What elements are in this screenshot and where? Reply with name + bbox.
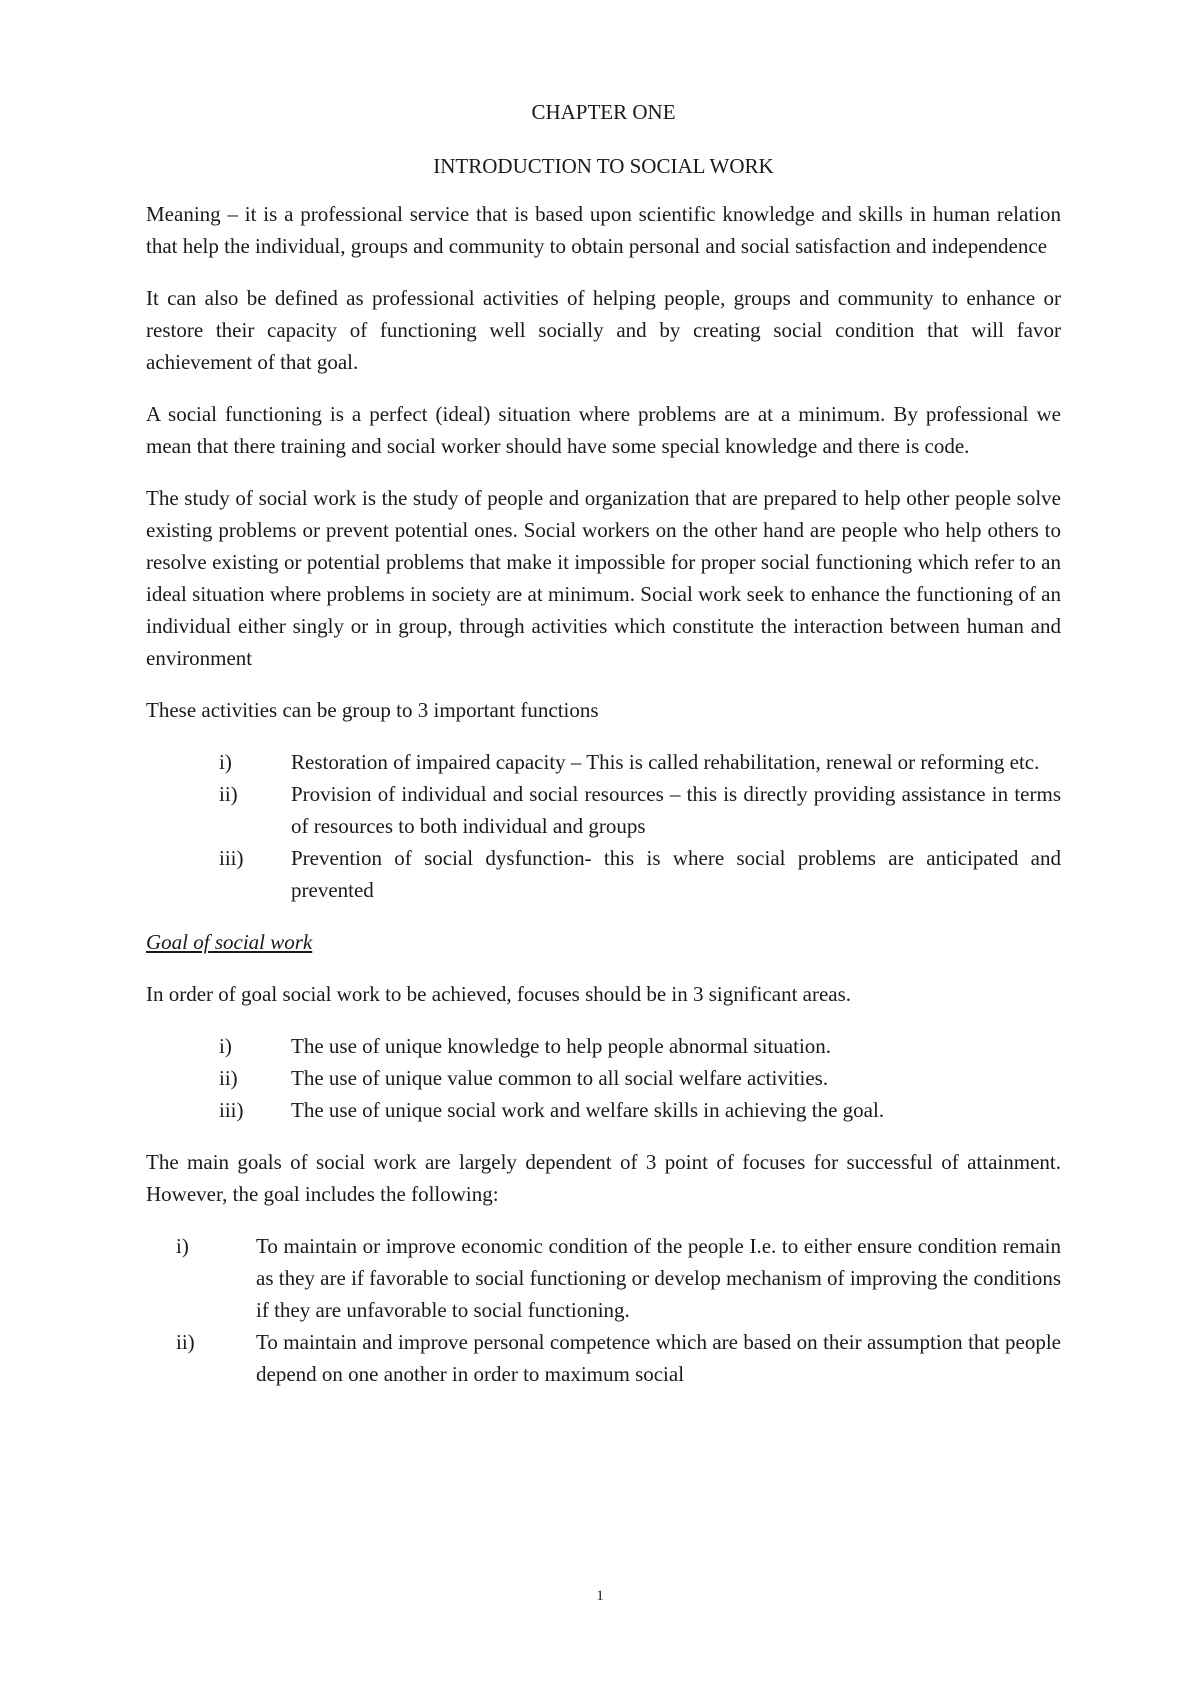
goals-list	[146, 1230, 1061, 1390]
paragraph-study: The study of social work is the study of people and organization that are prepared to help other people solve existing problems or prevent potential ones. Social workers on the other hand are people who help others to resolve existing or potential problems that make it impossible for proper social functioning which refer to an ideal situation where problems in society are at minimum. Social work seek to enhance the functioning of an individual either singly or in group, through activities which constitute the interaction between human and environment	[146, 486, 1061, 670]
paragraph-main-goals: The main goals of social work are largely dependent of 3 point of focuses for successful of attainment. However, the goal includes the following:	[146, 1150, 1061, 1206]
list-item-text: The use of unique social work and welfare skills in achieving the goal.	[291, 1098, 885, 1122]
list-item	[146, 1030, 1061, 1062]
list-item-text: The use of unique knowledge to help people abnormal situation.	[291, 1034, 832, 1058]
page-content	[146, 96, 1061, 1410]
list-item	[146, 1062, 1061, 1094]
list-item-number: ii)	[219, 782, 238, 806]
list-item	[146, 778, 1061, 842]
list-item-text: Restoration of impaired capacity – This is called rehabilitation, renewal or reforming etc.	[291, 750, 1040, 774]
list-item-number: i)	[219, 750, 232, 774]
goal-heading: Goal of social work	[146, 930, 313, 954]
list-item	[146, 842, 1061, 906]
list-item-text: Prevention of social dysfunction- this is where social problems are anticipated and prevented	[291, 846, 1061, 902]
list-item-number: iii)	[219, 1098, 244, 1122]
list-item-number: iii)	[219, 846, 244, 870]
list-item-text: The use of unique value common to all social welfare activities.	[291, 1066, 829, 1090]
paragraph-definition: It can also be defined as professional activities of helping people, groups and community to enhance or restore their capacity of functioning well socially and by creating social condition that will favor achievement of that goal.	[146, 286, 1061, 374]
paragraph-meaning: Meaning – it is a professional service that is based upon scientific knowledge and skills in human relation that help the individual, groups and community to obtain personal and social satisfaction and independence	[146, 202, 1061, 258]
paragraph-social-functioning: A social functioning is a perfect (ideal) situation where problems are at a minimum. By professional we mean that there training and social worker should have some special knowledge and there is code.	[146, 402, 1061, 458]
list-item	[146, 1326, 1061, 1390]
focus-list	[146, 1030, 1061, 1126]
page-number: 1	[596, 1588, 604, 1604]
list-item	[146, 1230, 1061, 1326]
document-title: INTRODUCTION TO SOCIAL WORK	[433, 154, 774, 178]
list-item-number: ii)	[176, 1330, 195, 1354]
paragraph-goal-intro: In order of goal social work to be achieved, focuses should be in 3 significant areas.	[146, 982, 852, 1006]
list-item	[146, 746, 1061, 778]
list-item-number: i)	[176, 1234, 189, 1258]
chapter-title: CHAPTER ONE	[531, 100, 676, 124]
list-item-text: To maintain and improve personal competence which are based on their assumption that people depend on one another in order to maximum social	[256, 1330, 1061, 1386]
list-item-number: i)	[219, 1034, 232, 1058]
list-item-text: Provision of individual and social resources – this is directly providing assistance in terms of resources to both individual and groups	[291, 782, 1061, 838]
paragraph-functions-intro: These activities can be group to 3 important functions	[146, 698, 599, 722]
functions-list	[146, 746, 1061, 906]
list-item-number: ii)	[219, 1066, 238, 1090]
list-item	[146, 1094, 1061, 1126]
list-item-text: To maintain or improve economic condition of the people I.e. to either ensure condition remain as they are if favorable to social functioning or develop mechanism of improving the conditions if they are unfavorable to social functioning.	[256, 1234, 1061, 1322]
